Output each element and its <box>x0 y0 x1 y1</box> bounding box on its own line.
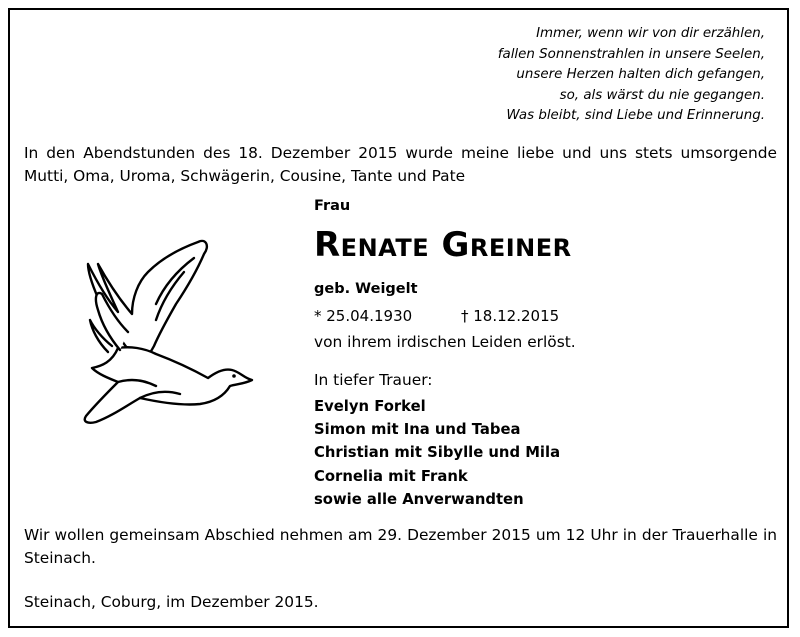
mourner: Evelyn Forkel <box>314 398 426 415</box>
birth-date: * 25.04.1930 <box>314 307 413 325</box>
mourner: Christian mit Sibylle und Mila <box>314 444 561 462</box>
mourner: Cornelia mit Frank <box>314 467 468 485</box>
poem-line: Was bleibt, sind Liebe und Erinnerung. <box>506 108 765 123</box>
farewell-text: Wir wollen gemeinsam Abschied nehmen am 29. Dezember 2015 um 12 Uhr in der Trauerhalle in Steinach. <box>24 526 777 567</box>
dove-icon <box>48 228 258 428</box>
life-dates <box>314 307 560 325</box>
mourning-label: In tiefer Trauer: <box>314 371 433 389</box>
poem-line: Immer, wenn wir von dir erzählen, <box>536 26 765 41</box>
obituary-notice <box>8 8 789 628</box>
poem-line: so, als wärst du nie gegangen. <box>559 87 765 103</box>
intro-text: In den Abendstunden des 18. Dezember 2015 wurde meine liebe und uns stets umsorgende Mutti, Oma, Uroma, Schwägerin, Cousine, Tante und Pate <box>24 144 777 185</box>
poem <box>498 24 765 127</box>
salutation: Frau <box>314 198 351 214</box>
maiden-name: geb. Weigelt <box>314 281 418 297</box>
mourners-list <box>314 395 560 511</box>
mourner: sowie alle Anverwandten <box>314 490 524 508</box>
poem-line: fallen Sonnenstrahlen in unsere Seelen, <box>497 46 765 62</box>
poem-line: unsere Herzen halten dich gefangen, <box>516 67 765 82</box>
deceased-name: Renate Greiner <box>314 225 572 265</box>
passing-text: von ihrem irdischen Leiden erlöst. <box>314 333 576 351</box>
mourner: Simon mit Ina und Tabea <box>314 421 521 439</box>
death-date: † 18.12.2015 <box>461 307 560 325</box>
closing-text: Steinach, Coburg, im Dezember 2015. <box>24 593 319 611</box>
